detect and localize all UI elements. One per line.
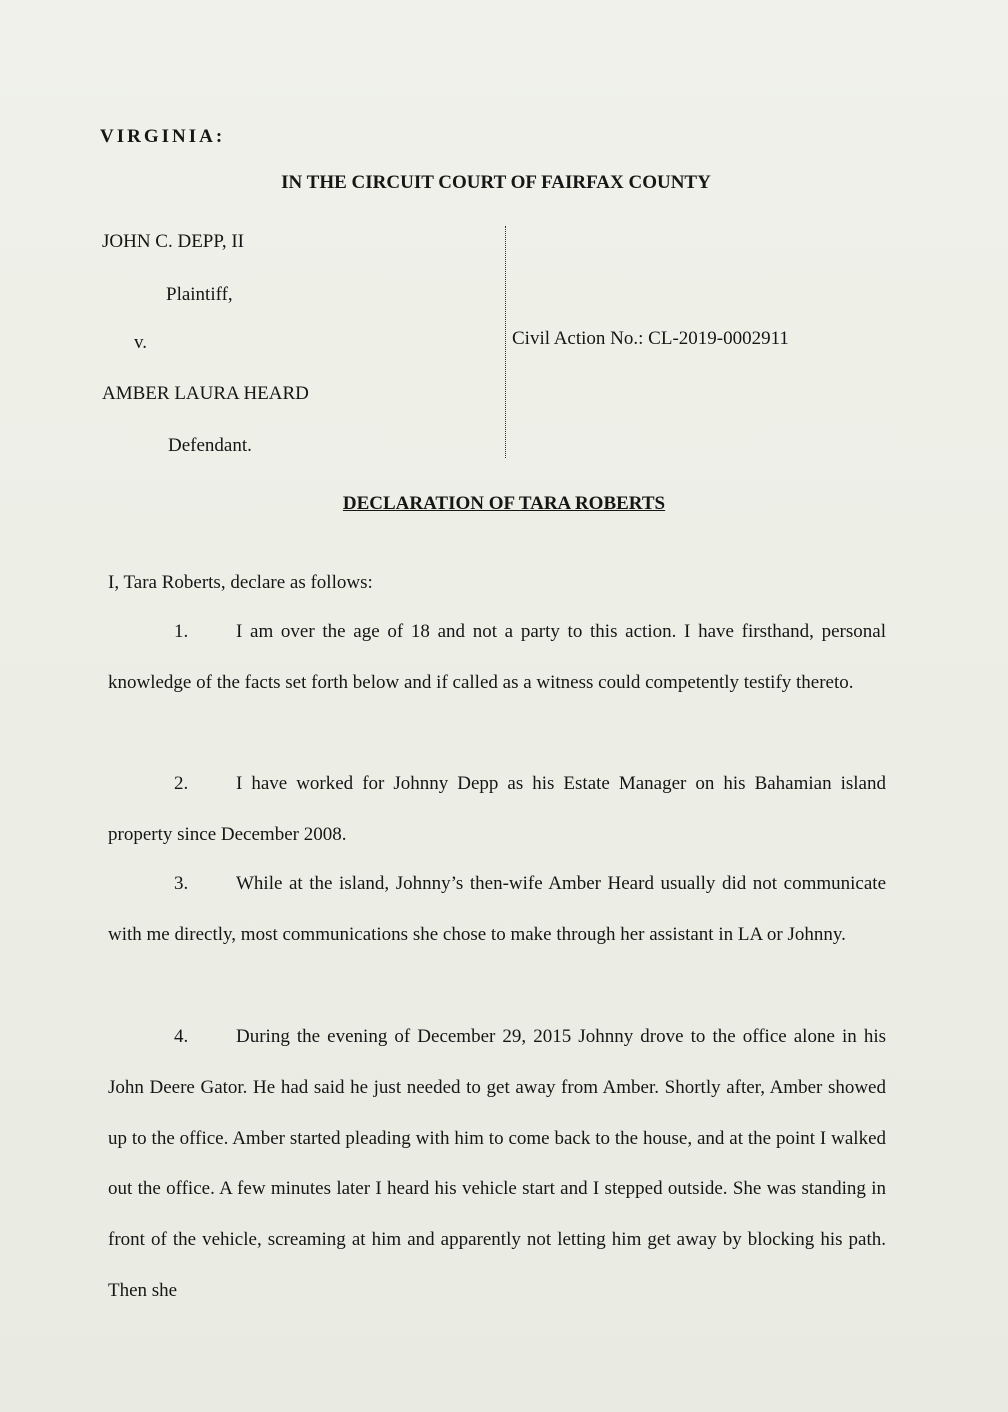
state-heading: VIRGINIA: — [100, 126, 226, 147]
paragraph-number: 1. — [174, 621, 189, 642]
paragraph-2 — [108, 759, 886, 861]
paragraph-3 — [108, 859, 886, 961]
caption-divider — [505, 226, 506, 458]
paragraph-text: I am over the age of 18 and not a party to this action. I have firsthand, personal knowledge of the facts set forth below and if called as a witness could competently testify thereto. — [108, 621, 886, 693]
court-heading-text: IN THE CIRCUIT COURT OF FAIRFAX COUNTY — [281, 172, 711, 193]
paragraph-4 — [108, 1012, 886, 1317]
plaintiff-name: JOHN C. DEPP, II — [102, 231, 244, 252]
paragraph-number: 2. — [174, 773, 189, 794]
paragraph-text: While at the island, Johnny’s then-wife Amber Heard usually did not communicate with me directly, most communications she chose to make through her assistant in LA or Johnny. — [108, 873, 886, 945]
paragraph-text: During the evening of December 29, 2015 Johnny drove to the office alone in his John Deere Gator. He had said he just needed to get away from Amber. Shortly after, Amber showed up to the office. Amber started pleading with him to come back to the house, and at the point I walked out the office. A few minutes later I heard his vehicle start and I stepped outside. She was standing in front of the vehicle, screaming at him and apparently not letting him get away by blocking his path. Then she — [108, 1026, 886, 1301]
court-heading — [0, 172, 1008, 194]
intro-line: I, Tara Roberts, declare as follows: — [108, 572, 373, 593]
paragraph-1 — [108, 607, 886, 709]
plaintiff-role: Plaintiff, — [166, 284, 233, 305]
paragraph-number: 3. — [174, 873, 189, 894]
declaration-title: DECLARATION OF TARA ROBERTS — [342, 493, 666, 514]
defendant-role: Defendant. — [168, 435, 252, 456]
paragraph-number: 4. — [174, 1026, 189, 1047]
paragraph-text: I have worked for Johnny Depp as his Estate Manager on his Bahamian island property since December 2008. — [108, 773, 886, 845]
defendant-name: AMBER LAURA HEARD — [102, 383, 309, 404]
versus-label: v. — [134, 332, 148, 353]
case-number: Civil Action No.: CL-2019-0002911 — [512, 328, 789, 349]
